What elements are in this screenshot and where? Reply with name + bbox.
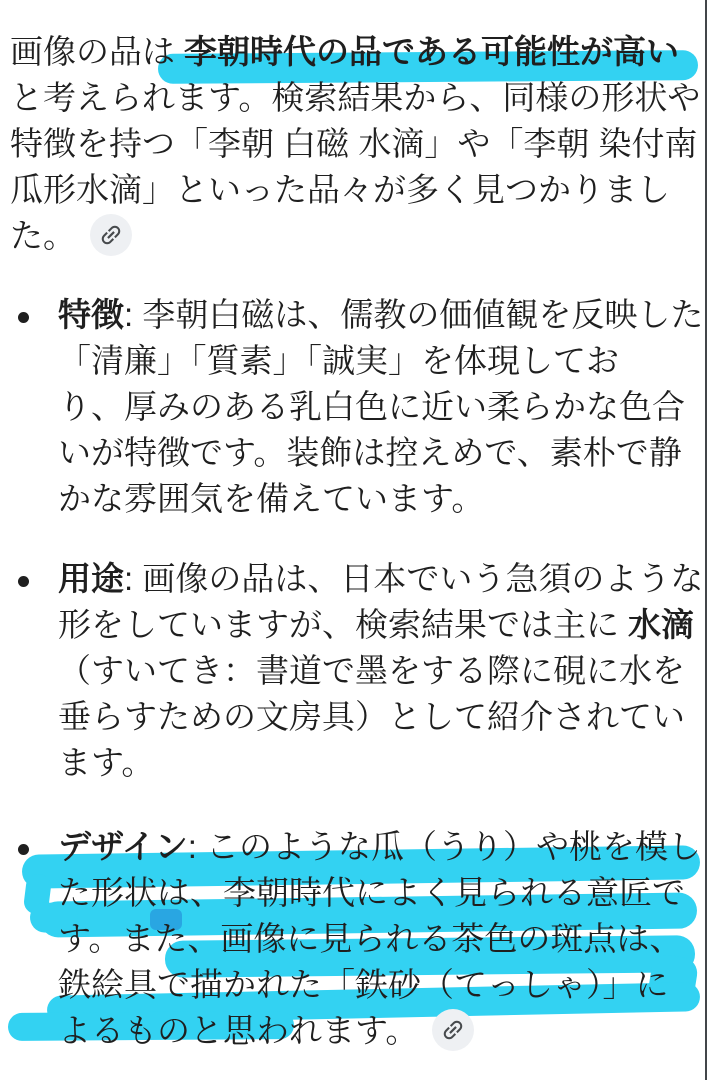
intro-paragraph xyxy=(10,29,700,259)
bullet3-line-5-text: よるものと思われます。 xyxy=(58,1012,419,1049)
bullet2-line-1 xyxy=(58,556,703,602)
bullet1-label: 特徴 xyxy=(58,296,124,333)
bullet3-line-1-text: このような瓜（うり）や桃を模し xyxy=(206,828,702,865)
bullet3-line-1 xyxy=(58,824,701,870)
bullet2-line-2-emphasis: 水滴 xyxy=(628,606,694,643)
bullet-marker xyxy=(18,844,29,855)
intro-line-4: 瓜形水滴」といった品々が多く見つかりまし xyxy=(10,171,670,208)
screenshot-edge-line xyxy=(705,0,707,1080)
bullet1-separator: : xyxy=(124,296,143,333)
bullet3-line-3: す。また、画像に見られる茶色の斑点は、 xyxy=(58,920,683,957)
bullet-marker xyxy=(18,576,29,587)
intro-line-5-text: た。 xyxy=(10,217,76,254)
bullet2-line-2 xyxy=(58,602,703,648)
intro-line-3: 特徴を持つ「李朝 白磁 水滴」や「李朝 染付南 xyxy=(10,125,698,162)
link-icon xyxy=(93,217,130,254)
bullet1-line-4: いが特徴です。装飾は控えめで、素朴で静 xyxy=(58,434,682,471)
intro-line-2: と考えられます。検索結果から、同様の形状や xyxy=(10,79,701,116)
bullet1-line-1 xyxy=(58,292,703,338)
bullet-item-yoto xyxy=(10,556,703,786)
bullet2-line-2-regular: 形をしていますが、検索結果では主に xyxy=(58,606,619,643)
link-icon xyxy=(435,1012,472,1049)
bullet1-line-3: り、厚みのある乳白色に近い柔らかな色合 xyxy=(58,388,685,425)
bullet-item-design xyxy=(10,824,701,1054)
intro-line-1-regular: 画像の品は xyxy=(10,33,175,70)
intro-line-1-emphasis: 李朝時代の品である可能性が高い xyxy=(184,33,679,70)
bullet2-separator: : xyxy=(124,560,143,597)
source-link-button[interactable] xyxy=(432,1009,474,1051)
bullet3-label: デザイン xyxy=(58,828,188,865)
bullet2-label: 用途 xyxy=(58,560,124,597)
bullet2-line-3: （すいてき：書道で墨をする際に硯に水を xyxy=(58,652,685,689)
bullet3-line-4: 鉄絵具で描かれた「鉄砂（てっしゃ）」に xyxy=(58,966,669,1003)
bullet-marker xyxy=(18,312,29,323)
bullet1-line-5: かな雰囲気を備えています。 xyxy=(58,480,485,517)
intro-line-5 xyxy=(10,213,700,259)
source-link-button[interactable] xyxy=(90,214,132,256)
bullet-item-tokucho xyxy=(10,292,703,522)
bullet3-line-2: た形状は、李朝時代によく見られる意匠で xyxy=(58,874,685,911)
bullet3-separator: : xyxy=(187,828,207,865)
intro-line-1 xyxy=(10,29,700,75)
bullet3-line-5 xyxy=(58,1008,701,1054)
bullet2-line-5: ます。 xyxy=(58,744,155,781)
bullet1-line-1-text: 李朝白磁は、儒教の価値観を反映した xyxy=(142,296,704,333)
bullet2-line-4: 垂らすための文房具）として紹介されてい xyxy=(58,698,685,735)
bullet2-line-1-text: 画像の品は、日本でいう急須のような xyxy=(142,560,704,597)
bullet1-line-2: 「清廉」「質素」「誠実」を体現してお xyxy=(58,342,619,379)
